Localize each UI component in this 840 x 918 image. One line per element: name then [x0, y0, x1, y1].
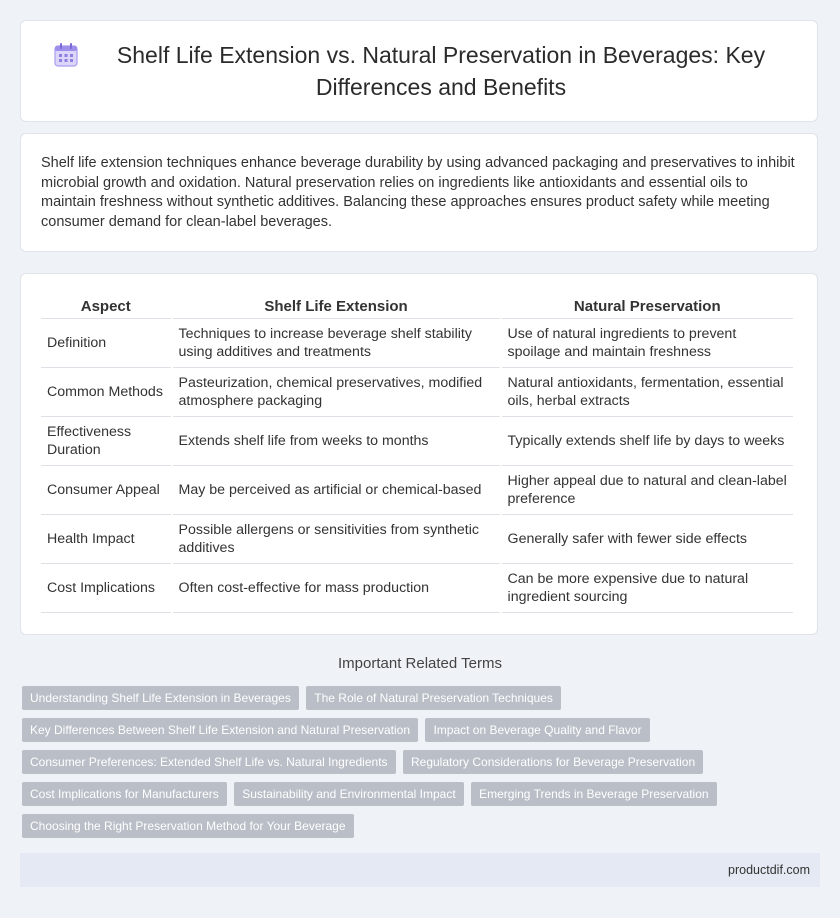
title-wrap [12, 39, 826, 103]
row-natural: Can be more expensive due to natural ingredient sourcing [502, 564, 793, 613]
intro-card [20, 133, 818, 252]
row-aspect: Common Methods [41, 368, 171, 417]
related-term-tag[interactable]: Regulatory Considerations for Beverage Preservation [403, 750, 703, 774]
row-natural: Higher appeal due to natural and clean-label preference [502, 466, 793, 515]
row-natural: Typically extends shelf life by days to weeks [502, 417, 793, 466]
related-term-tag[interactable]: Cost Implications for Manufacturers [22, 782, 227, 806]
row-natural: Natural antioxidants, fermentation, essential oils, herbal extracts [502, 368, 793, 417]
header-shelf-life-extension: Shelf Life Extension [173, 294, 500, 319]
table-row [41, 368, 793, 417]
row-natural: Generally safer with fewer side effects [502, 515, 793, 564]
related-term-tag[interactable]: The Role of Natural Preservation Techniques [306, 686, 561, 710]
row-aspect: Health Impact [41, 515, 171, 564]
header-natural-preservation: Natural Preservation [502, 294, 793, 319]
related-term-tag[interactable]: Impact on Beverage Quality and Flavor [425, 718, 649, 742]
related-term-tag[interactable]: Emerging Trends in Beverage Preservation [471, 782, 716, 806]
footer [20, 853, 820, 887]
comparison-table-card [20, 273, 818, 635]
intro-paragraph: Shelf life extension techniques enhance beverage durability by using advanced packaging and preservatives to inhibit microbial growth and oxidation. Natural preservation relies on ingredients like antioxidants and essential oils to maintain freshness without synthetic additives. Balancing these approaches ensures product safety while meeting consumer demand for clean-label beverages. [41, 155, 795, 230]
related-term-tag[interactable]: Key Differences Between Shelf Life Extension and Natural Preservation [22, 718, 418, 742]
related-terms-title: Important Related Terms [338, 655, 502, 672]
row-shelf-life: May be perceived as artificial or chemical-based [173, 466, 500, 515]
row-aspect: Definition [41, 319, 171, 368]
table-row [41, 417, 793, 466]
row-aspect: Consumer Appeal [41, 466, 171, 515]
table-header-row [41, 294, 793, 319]
related-term-tag[interactable]: Sustainability and Environmental Impact [234, 782, 463, 806]
table-row [41, 564, 793, 613]
table-row [41, 515, 793, 564]
row-shelf-life: Techniques to increase beverage shelf stability using additives and treatments [173, 319, 500, 368]
row-shelf-life: Pasteurization, chemical preservatives, modified atmosphere packaging [173, 368, 500, 417]
calendar-icon [52, 41, 80, 69]
row-aspect: Cost Implications [41, 564, 171, 613]
related-terms-tags [22, 686, 822, 846]
header-aspect: Aspect [41, 294, 171, 319]
related-term-tag[interactable]: Choosing the Right Preservation Method for Your Beverage [22, 814, 354, 838]
row-shelf-life: Possible allergens or sensitivities from synthetic additives [173, 515, 500, 564]
table-row [41, 466, 793, 515]
title-card [20, 20, 818, 122]
page-title: Shelf Life Extension vs. Natural Preservation in Beverages: Key Differences and Benefits [116, 42, 766, 100]
table-row [41, 319, 793, 368]
row-natural: Use of natural ingredients to prevent spoilage and maintain freshness [502, 319, 793, 368]
row-aspect: Effectiveness Duration [41, 417, 171, 466]
related-term-tag[interactable]: Understanding Shelf Life Extension in Beverages [22, 686, 299, 710]
comparison-table [39, 294, 795, 613]
row-shelf-life: Extends shelf life from weeks to months [173, 417, 500, 466]
related-term-tag[interactable]: Consumer Preferences: Extended Shelf Life vs. Natural Ingredients [22, 750, 396, 774]
row-shelf-life: Often cost-effective for mass production [173, 564, 500, 613]
footer-site-link[interactable]: productdif.com [728, 863, 810, 877]
